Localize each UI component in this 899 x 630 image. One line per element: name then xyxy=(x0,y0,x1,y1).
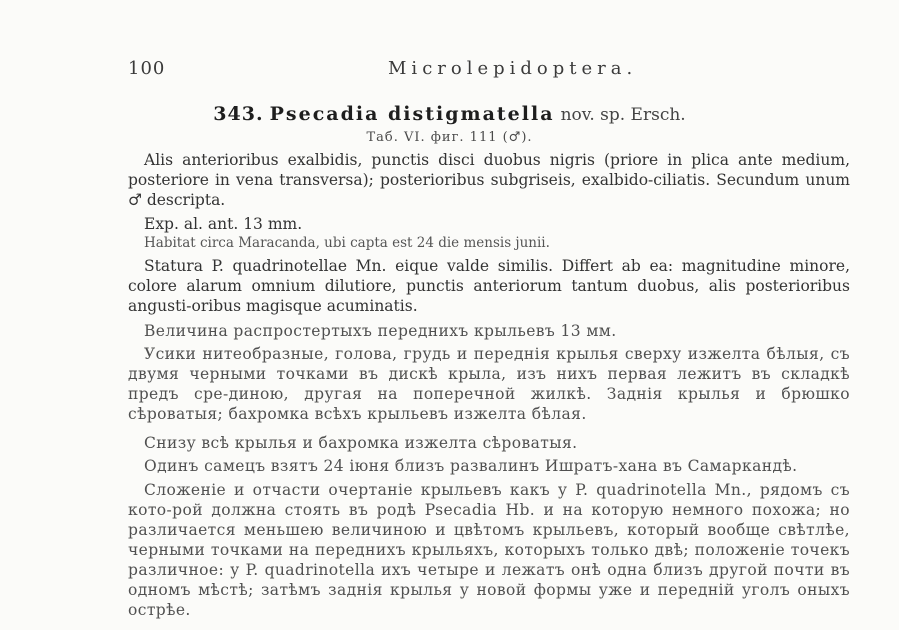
plate-reference: Таб. VI. фиг. 111 (♂). xyxy=(366,130,533,145)
latin-comparison: Statura P. quadrinotellae Mn. eique valde similis. Differt ab ea: magnitudine minore, colore alarum omnium dilutiore, punctis anteriorum tantum duobus, alis posterioribus angusti-oribus magisque acuminatis. xyxy=(128,257,850,315)
page-header xyxy=(128,58,768,84)
species-authority: nov. sp. Ersch. xyxy=(560,105,686,125)
species-name: Psecadia distigmatella xyxy=(269,103,555,125)
species-number: 343. xyxy=(213,103,264,125)
running-title: Microlepidoptera. xyxy=(388,58,638,79)
russian-underside: Снизу всѣ крылья и бахромка изжелта сѣроватыя. xyxy=(144,434,578,452)
russian-comparison: Сложеніе и отчасти очертаніе крыльевъ какъ у P. quadrinotella Mn., рядомъ съ кото-рой должна стоять въ родѣ Psecadia Hb. и на которую немного похожа; но различается меньшею величиною и цвѣтомъ крыльевъ, который вообще свѣтлѣе, черными точками на переднихъ крыльяхъ, которыхъ только двѣ; положеніе точекъ различное: у P. quadrinotella ихъ четыре и лежатъ онѣ одна близъ другой почти въ одномъ мѣстѣ; затѣмъ заднія крылья у новой формы уже и передній уголъ оныхъ острѣе. xyxy=(128,481,850,619)
latin-expanse: Exp. al. ant. 13 mm. xyxy=(144,215,303,233)
latin-habitat: Habitat circa Maracanda, ubi capta est 24 die mensis junii. xyxy=(144,235,550,251)
russian-size: Величина распростертыхъ переднихъ крыльевъ 13 мм. xyxy=(144,322,617,340)
species-heading xyxy=(0,103,899,125)
russian-upper-description: Усики нитеобразные, голова, грудь и переднія крылья сверху изжелта бѣлыя, съ двумя черными точками въ дискѣ крыла, изъ нихъ первая лежитъ въ складкѣ предъ сре-диною, другая на поперечной жилкѣ. Заднія крылья и брюшко сѣроватыя; бахромка всѣхъ крыльевъ изжелта бѣлая. xyxy=(128,345,850,423)
latin-description: Alis anterioribus exalbidis, punctis disci duobus nigris (priore in plica ante medium, posteriore in vena transversa); posterioribus subgriseis, exalbido-ciliatis. Secundum unum ♂ descripta. xyxy=(128,151,850,209)
page-number: 100 xyxy=(128,58,166,79)
russian-specimen: Одинъ самецъ взятъ 24 іюня близъ развалинъ Ишратъ-хана въ Самаркандѣ. xyxy=(144,457,798,475)
